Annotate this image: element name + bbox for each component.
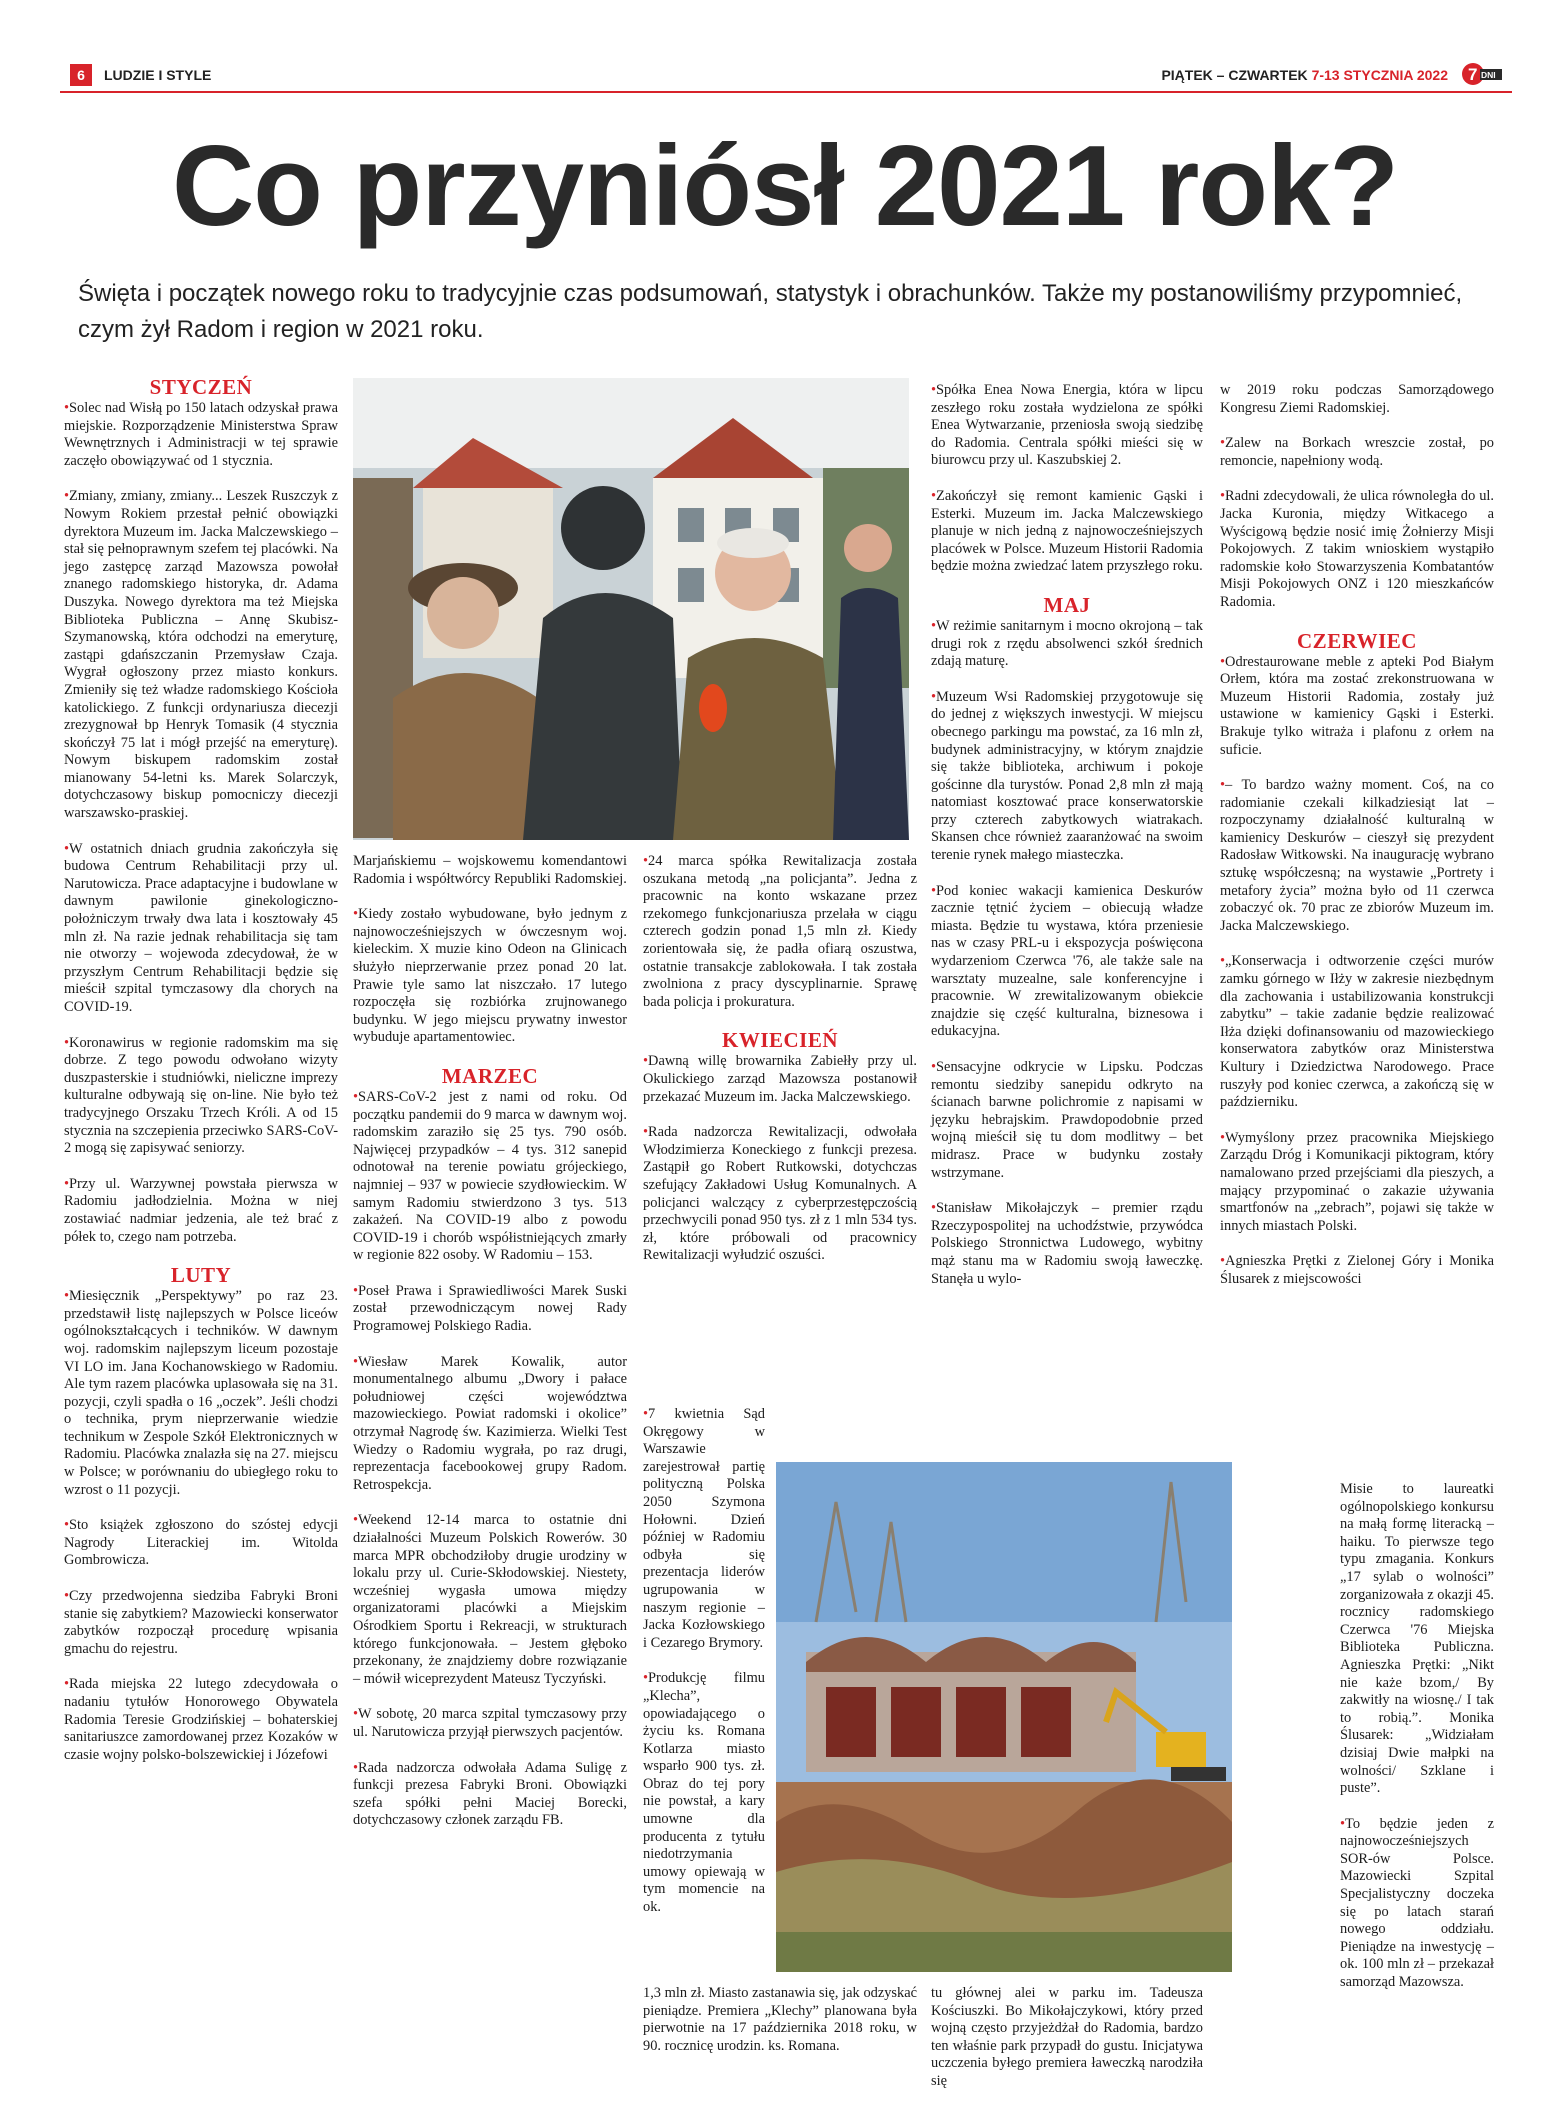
logo-icon xyxy=(1460,62,1504,86)
news-item: •Miesięcznik „Perspektywy” po raz 23. przedstawił listę najlepszych w Polsce liceów ogólnokształcących i techników. W dawnym woj. radomskim najlepszym liceum pozostaje VI LO im. Jana Kochanowskiego w Radomiu. Ale tym razem placówka uplasowała się na 31. pozycji, czyli spadła o 16 „oczek”. Jeśli chodzi o technika, prym nieprzerwanie wiedzie technikum w Zespole Szkół Elektronicznych w Radomiu. Placówka znalazła się na 27. miejscu w Polsce; w porównaniu do ubiegłego roku to wzrost o 11 pozycji. xyxy=(64,1288,338,1498)
news-item: •Kiedy zostało wybudowane, było jednym z najnowocześniejszych w ówczesnym woj. kieleckim. X muzie kino Odeon na Glinicach służyło nieprzerwanie przez ponad 20 lat. Prawie tyle samo lat niszczało. 17 lutego rozpoczęła się rozbiórka zrujnowanego budynku. W jego miejscu prywatny inwestor wybuduje apartamentowiec. xyxy=(353,906,627,1046)
news-item: •Agnieszka Prętki z Zielonej Góry i Monika Ślusarek z miejscowości xyxy=(1220,1253,1494,1287)
news-item-continued: Misie to laureatki ogólnopolskiego konkursu na małą formę literacką – haiku. To pierwsze tego typu zmagania. Konkurs „17 sylab o wolności” zorganizowała z okazji 45. rocznicy radomskiego Czerwca '76 Miejska Biblioteka Publiczna. Agnieszka Prętki: „Nikt nie każe bzom,/ By zakwitły na wiosnę./ I tak to robią.”. Monika Ślusarek: „Widziałam dzisiaj Dwie małpki na wolności/ Szklane i puste”. xyxy=(1340,1481,1494,1797)
news-item: •Rada miejska 22 lutego zdecydowała o nadaniu tytułów Honorowego Obywatela Radomia Teresie Grodzińskiej – bohaterskiej sanitariuszce zamordowanej przez Kozaków w czasie wojny polsko-bolszewickiej i Józefowi xyxy=(64,1676,338,1763)
news-item: •Przy ul. Warzywnej powstała pierwsza w Radomiu jadłodzielnia. Można w niej zostawiać nadmiar jedzenia, ale też brać z półek to, czego nam potrzeba. xyxy=(64,1175,338,1245)
news-item: •SARS-CoV-2 jest z nami od roku. Od początku pandemii do 9 marca w dawnym woj. radomskim zaraziło się 25 tys. 790 osób. Najwięcej przypadków – 4 tys. 312 sanepid odnotował na terenie powiatu grójeckiego, najmniej – 937 w powiecie szydłowieckim. W samym Radomiu stwierdzono 3 tys. 513 zakażeń. Na COVID-19 albo z powodu COVID-19 i chorób współistniejących zmarły w regionie 822 osoby. W Radomiu – 153. xyxy=(353,1088,627,1264)
month-heading-luty: LUTY xyxy=(170,1263,232,1288)
svg-text:DNI: DNI xyxy=(1481,70,1496,80)
news-item-continued: 1,3 mln zł. Miasto zastanawia się, jak odzyskać pieniądze. Premiera „Klechy” planowana była pierwotnie na 17 października 2018 roku, w 90. rocznicę urodzin. ks. Romana. xyxy=(643,1985,917,2054)
news-item: •W sobotę, 20 marca szpital tymczasowy przy ul. Narutowicza przyjął pierwszych pacjentów. xyxy=(353,1706,627,1740)
column-4 xyxy=(931,382,1203,1306)
news-item: •Sensacyjne odkrycie w Lipsku. Podczas remontu siedziby sanepidu odkryto na ścianach barwne polichromie z napisami w języku hebrajskim. Prawdopodobnie przed wojną mieścił się tu dom modlitwy – bet midrasz. Prace w budynku zostały wstrzymane. xyxy=(931,1059,1203,1181)
news-item: •Muzeum Wsi Radomskiej przygotowuje się do jednej z większych inwestycji. W miejscu obecnego parkingu ma powstać, za 16 mln zł, budynek administracyjny, w którym znajdzie się także biblioteka, archiwum i pokoje gościnne dla turystów. Ponad 2,8 mln zł mają natomiast kosztować prace konserwatorskie przy czterech zabytkowych wiatrakach. Skansen chce również zaaranżować na swoim terenie rynek małego miasteczka. xyxy=(931,688,1203,864)
news-item: •7 kwietnia Sąd Okręgowy w Warszawie zarejestrował partię polityczną Polska 2050 Szymona Hołowni. Dzień później w Radomiu odbyła się prezentacja liderów ugrupowania w naszym regionie – Jacka Kozłowskiego i Cezarego Brymory. xyxy=(643,1406,765,1651)
news-item: •To będzie jeden z najnowocześniejszych SOR-ów Polsce. Mazowiecki Szpital Specjalistyczny doczeka się po latach starań nowego oddziału. Pieniądze na inwestycję – ok. 100 mln zł – przekazał samorząd Mazowsza. xyxy=(1340,1815,1494,1991)
news-item: •Czy przedwojenna siedziba Fabryki Broni stanie się zabytkiem? Mazowiecki konserwator zabytków rozpoczął procedurę wpisania gmachu do rejestru. xyxy=(64,1588,338,1657)
date-prefix: PIĄTEK – CZWARTEK xyxy=(1161,67,1308,83)
month-heading-czerwiec: CZERWIEC xyxy=(1297,628,1417,653)
news-item: •Koronawirus w regionie radomskim ma się dobrze. Z tego powodu odwołano wizyty duszpasterskie i studniówki, nieliczne imprezy kulturalne odbywają się on-line. Nie było też tradycyjnego Orszaku Trzech Króli. A od 15 stycznia na szczepienia przeciwko SARS-CoV-2 mogą się zapisywać seniorzy. xyxy=(64,1034,338,1157)
photo-statue xyxy=(353,378,909,840)
header-rule xyxy=(60,91,1512,93)
section-name: LUDZIE I STYLE xyxy=(104,67,212,83)
news-item-continued: Marjańskiemu – wojskowemu komendantowi Radomia i współtwórcy Republiki Radomskiej. xyxy=(353,853,627,887)
news-item: •– To bardzo ważny moment. Coś, na co radomianie czekali kilkadziesiąt lat – rozpoczynamy działalność kulturalną w kamienicy Deskurów – cieszył się prezydent Radosław Witkowski. Na inaugurację wybrano sztukę współczesną; na wystawie „Portrety i metafory życia” można było od 11 czerwca zobaczyć ok. 70 prac ze zbiorów Muzeum im. Jacka Malczewskiego. xyxy=(1220,777,1494,934)
news-item: •Produkcję filmu „Klecha”, opowiadającego o życiu ks. Romana Kotlarza miasto wsparło 900 tys. zł. Obraz do tej pory nie powstał, a kary umowne dla producenta z tytułu niedotrzymania umowy opiewają w tym momencie na ok. xyxy=(643,1670,765,1916)
news-item: •Wymyślony przez pracownika Miejskiego Zarządu Dróg i Komunikacji piktogram, który namalowano przed przejściami dla pieszych, a mający przypominać o zakazie używania smartfonów na „zebrach”, pojawi się także w innych miastach Polski. xyxy=(1220,1129,1494,1234)
column-4-bottom xyxy=(931,1985,1203,2109)
news-item: •Radni zdecydowali, że ulica równoległa do ul. Jacka Kuronia, między Witkacego a Wyścigową będzie nosić imię Żołnierzy Misji Pokojowych. Z takim wnioskiem wystąpiło radomskie koło Stowarzyszenia Kombatantów Misji Pokojowych ONZ i 120 mieszkańców Radomia. xyxy=(1220,488,1494,610)
news-item: •Dawną willę browarnika Zabiełły przy ul. Okulickiego zarząd Mazowsza postanowił przekazać Muzeum im. Jacka Malczewskiego. xyxy=(643,1053,917,1105)
month-heading-maj: MAJ xyxy=(1043,592,1091,617)
news-item: •24 marca spółka Rewitalizacja została oszukana metodą „na policjanta”. Jedna z pracownic na konto wskazane przez rzekomego funkcjonariusza przelała w ciągu czterech godzin ponad 1,5 mln zł. Kiedy zorientowała się, że padła ofiarą oszustwa, ostatnie transakcje zablokowała. I tak została zwolniona z pracy dyscyplinarnie. Sprawę bada policja i prokuratura. xyxy=(643,853,917,1010)
news-item: •Solec nad Wisłą po 150 latach odzyskał prawa miejskie. Rozporządzenie Ministerstwa Spraw Wewnętrznych i Administracji w tej sprawie zaczęło obowiązywać od 1 stycznia. xyxy=(64,400,338,469)
svg-text:7: 7 xyxy=(1468,65,1478,84)
page-number: 6 xyxy=(70,64,92,86)
news-item: •Weekend 12-14 marca to ostatnie dni działalności Muzeum Polskich Rowerów. 30 marca MPR obchodziłoby drugie urodziny w lokalu przy ul. Curie-Skłodowskiej. Niestety, wcześniej wygasła umowa między organizatorami placówki a Miejskim Ośrodkiem Sportu i Rekreacji, w strukturach którego funkcjonowała. – Jestem głęboko przekonany, że znajdziemy dobre rozwiązanie – mówił wiceprezydent Mateusz Tyczyński. xyxy=(353,1512,627,1687)
news-item: •Pod koniec wakacji kamienica Deskurów zacznie tętnić życiem – obiecują władze miasta. Będzie tu wystawa, która przeniesie nas w czasy PRL-u i ekspozycja poświęcona wydarzeniom Czerwca '76, ale także sale na warsztaty muzealne, sale konferencyjne i pracownie. W zrewitalizowanym obiekcie znajdzie się część kulturalna, biznesowa i edukacyjna. xyxy=(931,882,1203,1040)
news-item: •W reżimie sanitarnym i mocno okrojoną – tak drugi rok z rzędu absolwenci szkół średnich zdają maturę. xyxy=(931,617,1203,670)
news-item-continued: tu głównej alei w parku im. Tadeusza Kościuszki. Bo Mikołajczykowi, który przed wojną często przyjeżdżał do Radomia, bardzo ten właśnie park przypadł do gustu. Inicjatywa uczczenia byłego premiera ławeczką narodziła się xyxy=(931,1985,1203,2089)
column-3 xyxy=(643,853,917,1283)
news-item: •Zakończył się remont kamienic Gąski i Esterki. Muzeum im. Jacka Malczewskiego planuje w nich jedną z najnowocześniejszych placówek w Polsce. Muzeum Historii Radomia będzie można zwiedzać latem przyszłego roku. xyxy=(931,487,1203,575)
column-3-bottom xyxy=(643,1985,917,2073)
news-item: •Poseł Prawa i Sprawiedliwości Marek Suski został przewodniczącym nowej Rady Programowej Polskiego Radia. xyxy=(353,1282,627,1335)
page-header xyxy=(60,62,1510,88)
column-5 xyxy=(1220,382,1494,1289)
month-heading-styczen: STYCZEŃ xyxy=(149,375,253,399)
column-5-wrap xyxy=(1340,1481,1494,2010)
news-item: •Rada nadzorcza Rewitalizacji, odwołała Włodzimierza Koneckiego z funkcji prezesa. Zastąpił go Robert Rutkowski, dotychczas szefujący Zakładowi Usług Komunalnych. A policjanci walczący z cyberprzestępczością przechwycili ponad 950 tys. zł z 1 mln 534 tys. zł, które próbowali od pracownicy Rewitalizacji wyłudzić oszuści. xyxy=(643,1124,917,1264)
news-item: •W ostatnich dniach grudnia zakończyła się budowa Centrum Rehabilitacji przy ul. Narutowicza. Prace adaptacyjne i budowlane w dawnym pawilonie ginekologiczno-położniczym trwały dwa lata i kosztowały 45 mln zł. Na razie jednak rehabilitacja się tam nie otworzy – wojewoda zdecydował, że w przyszłym Centrum Rehabilitacji będzie się mieścił szpital tymczasowy dla chorych na COVID-19. xyxy=(64,840,338,1015)
news-item: •Zalew na Borkach wreszcie został, po remoncie, napełniony wodą. xyxy=(1220,435,1494,469)
issue-date xyxy=(1161,67,1448,83)
article-headline: Co przyniósł 2021 rok? xyxy=(171,123,1399,250)
news-item-continued: w 2019 roku podczas Samorządowego Kongresu Ziemi Radomskiej. xyxy=(1220,382,1494,416)
news-item: •Spółka Enea Nowa Energia, która w lipcu zeszłego roku została wydzielona ze spółki Enea Wytwarzanie, przeniosła swoją siedzibę do Radomia. Centrala spółki mieści się w biurowcu przy ul. Kaszubskiej 2. xyxy=(931,382,1203,469)
news-item: •Wiesław Marek Kowalik, autor monumentalnego albumu „Dwory i pałace południowej części województwa mazowieckiego. Powiat radomski i okolice” otrzymał Nagrodę św. Kazimierza. Wielki Test Wiedzy o Radomiu wygrała, po raz drugi, reprezentacja facebookowej grupy Radom. Retrospekcja. xyxy=(353,1353,627,1493)
article-lead: Święta i początek nowego roku to tradycyjnie czas podsumowań, statystyk i obrachunków. Także my postanowiliśmy przypomnieć, czym żył Radom i region w 2021 roku. xyxy=(78,280,1463,343)
column-3-wrap xyxy=(643,1406,765,1935)
photo-demolition xyxy=(776,1462,1232,1972)
month-heading-kwiecien: KWIECIEŃ xyxy=(721,1028,839,1053)
column-2 xyxy=(353,853,627,1848)
news-item: •Stanisław Mikołajczyk – premier rządu Rzeczypospolitej na uchodźstwie, przywódca Polskiego Stronnictwa Ludowego, wybitny mąż stanu ma w Radomiu swoją ławeczkę. Stanęła u wylo- xyxy=(931,1200,1203,1287)
column-1 xyxy=(64,376,338,1782)
news-item: •Sto książek zgłoszono do szóstej edycji Nagrody Literackiej im. Witolda Gombrowicza. xyxy=(64,1517,338,1569)
news-item: •Rada nadzorcza odwołała Adama Suligę z funkcji prezesa Fabryki Broni. Obowiązki szefa spółki pełni Maciej Borecki, dotychczasowy członek zarządu FB. xyxy=(353,1759,627,1829)
news-item: •Zmiany, zmiany, zmiany... Leszek Ruszczyk z Nowym Rokiem przestał pełnić obowiązki dyrektora Muzeum im. Jacka Malczewskiego – stał się pełnoprawnym szefem tej placówki. Na jego zastępcę zarząd Mazowsza powołał znanego radomskiego historyka, dr. Adama Duszyka. Nowego dyrektora ma też Miejska Biblioteka Publiczna – Annę Skubisz-Szymanowską, która odchodzi na emeryturę, zastąpi gdańszczanin Przemysław Czaja. Wygrał ogłoszony przez miasto konkurs. Zmieniły się też władze radomskiego Kościoła katolickiego. Z funkcji ordynariusza diecezji zrezygnował bp Henryk Tomasik (4 stycznia skończył 75 lat i mógł przejść na emeryturę). Nowym biskupem radomskim został mianowany 54-letni ks. Marek Solarczyk, dotychczasowy biskup pomocniczy diecezji warszawsko-praskiej. xyxy=(64,488,338,822)
news-item: •„Konserwacja i odtworzenie części murów zamku górnego w Iłży w zakresie niezbędnym dla zachowania i ustabilizowania konstrukcji zabytku” – takie zadanie będzie realizować Iłża dzięki dofinansowaniu od mazowieckiego konserwatora zabytków oraz Ministerstwa Kultury i Dziedzictwa Narodowego. Prace ruszyły pod koniec czerwca, a zakończą się w październiku. xyxy=(1220,953,1494,1111)
news-item: •Odrestaurowane meble z apteki Pod Białym Orłem, która ma zostać zrekonstruowana w Muzeum Historii Radomia, zostały już ustawione w kamienicy Gąski i Esterki. Brakuje tylko witraża i plafonu z orłem na suficie. xyxy=(1220,653,1494,758)
date-range: 7-13 STYCZNIA 2022 xyxy=(1311,67,1448,83)
month-heading-marzec: MARZEC xyxy=(441,1063,539,1088)
